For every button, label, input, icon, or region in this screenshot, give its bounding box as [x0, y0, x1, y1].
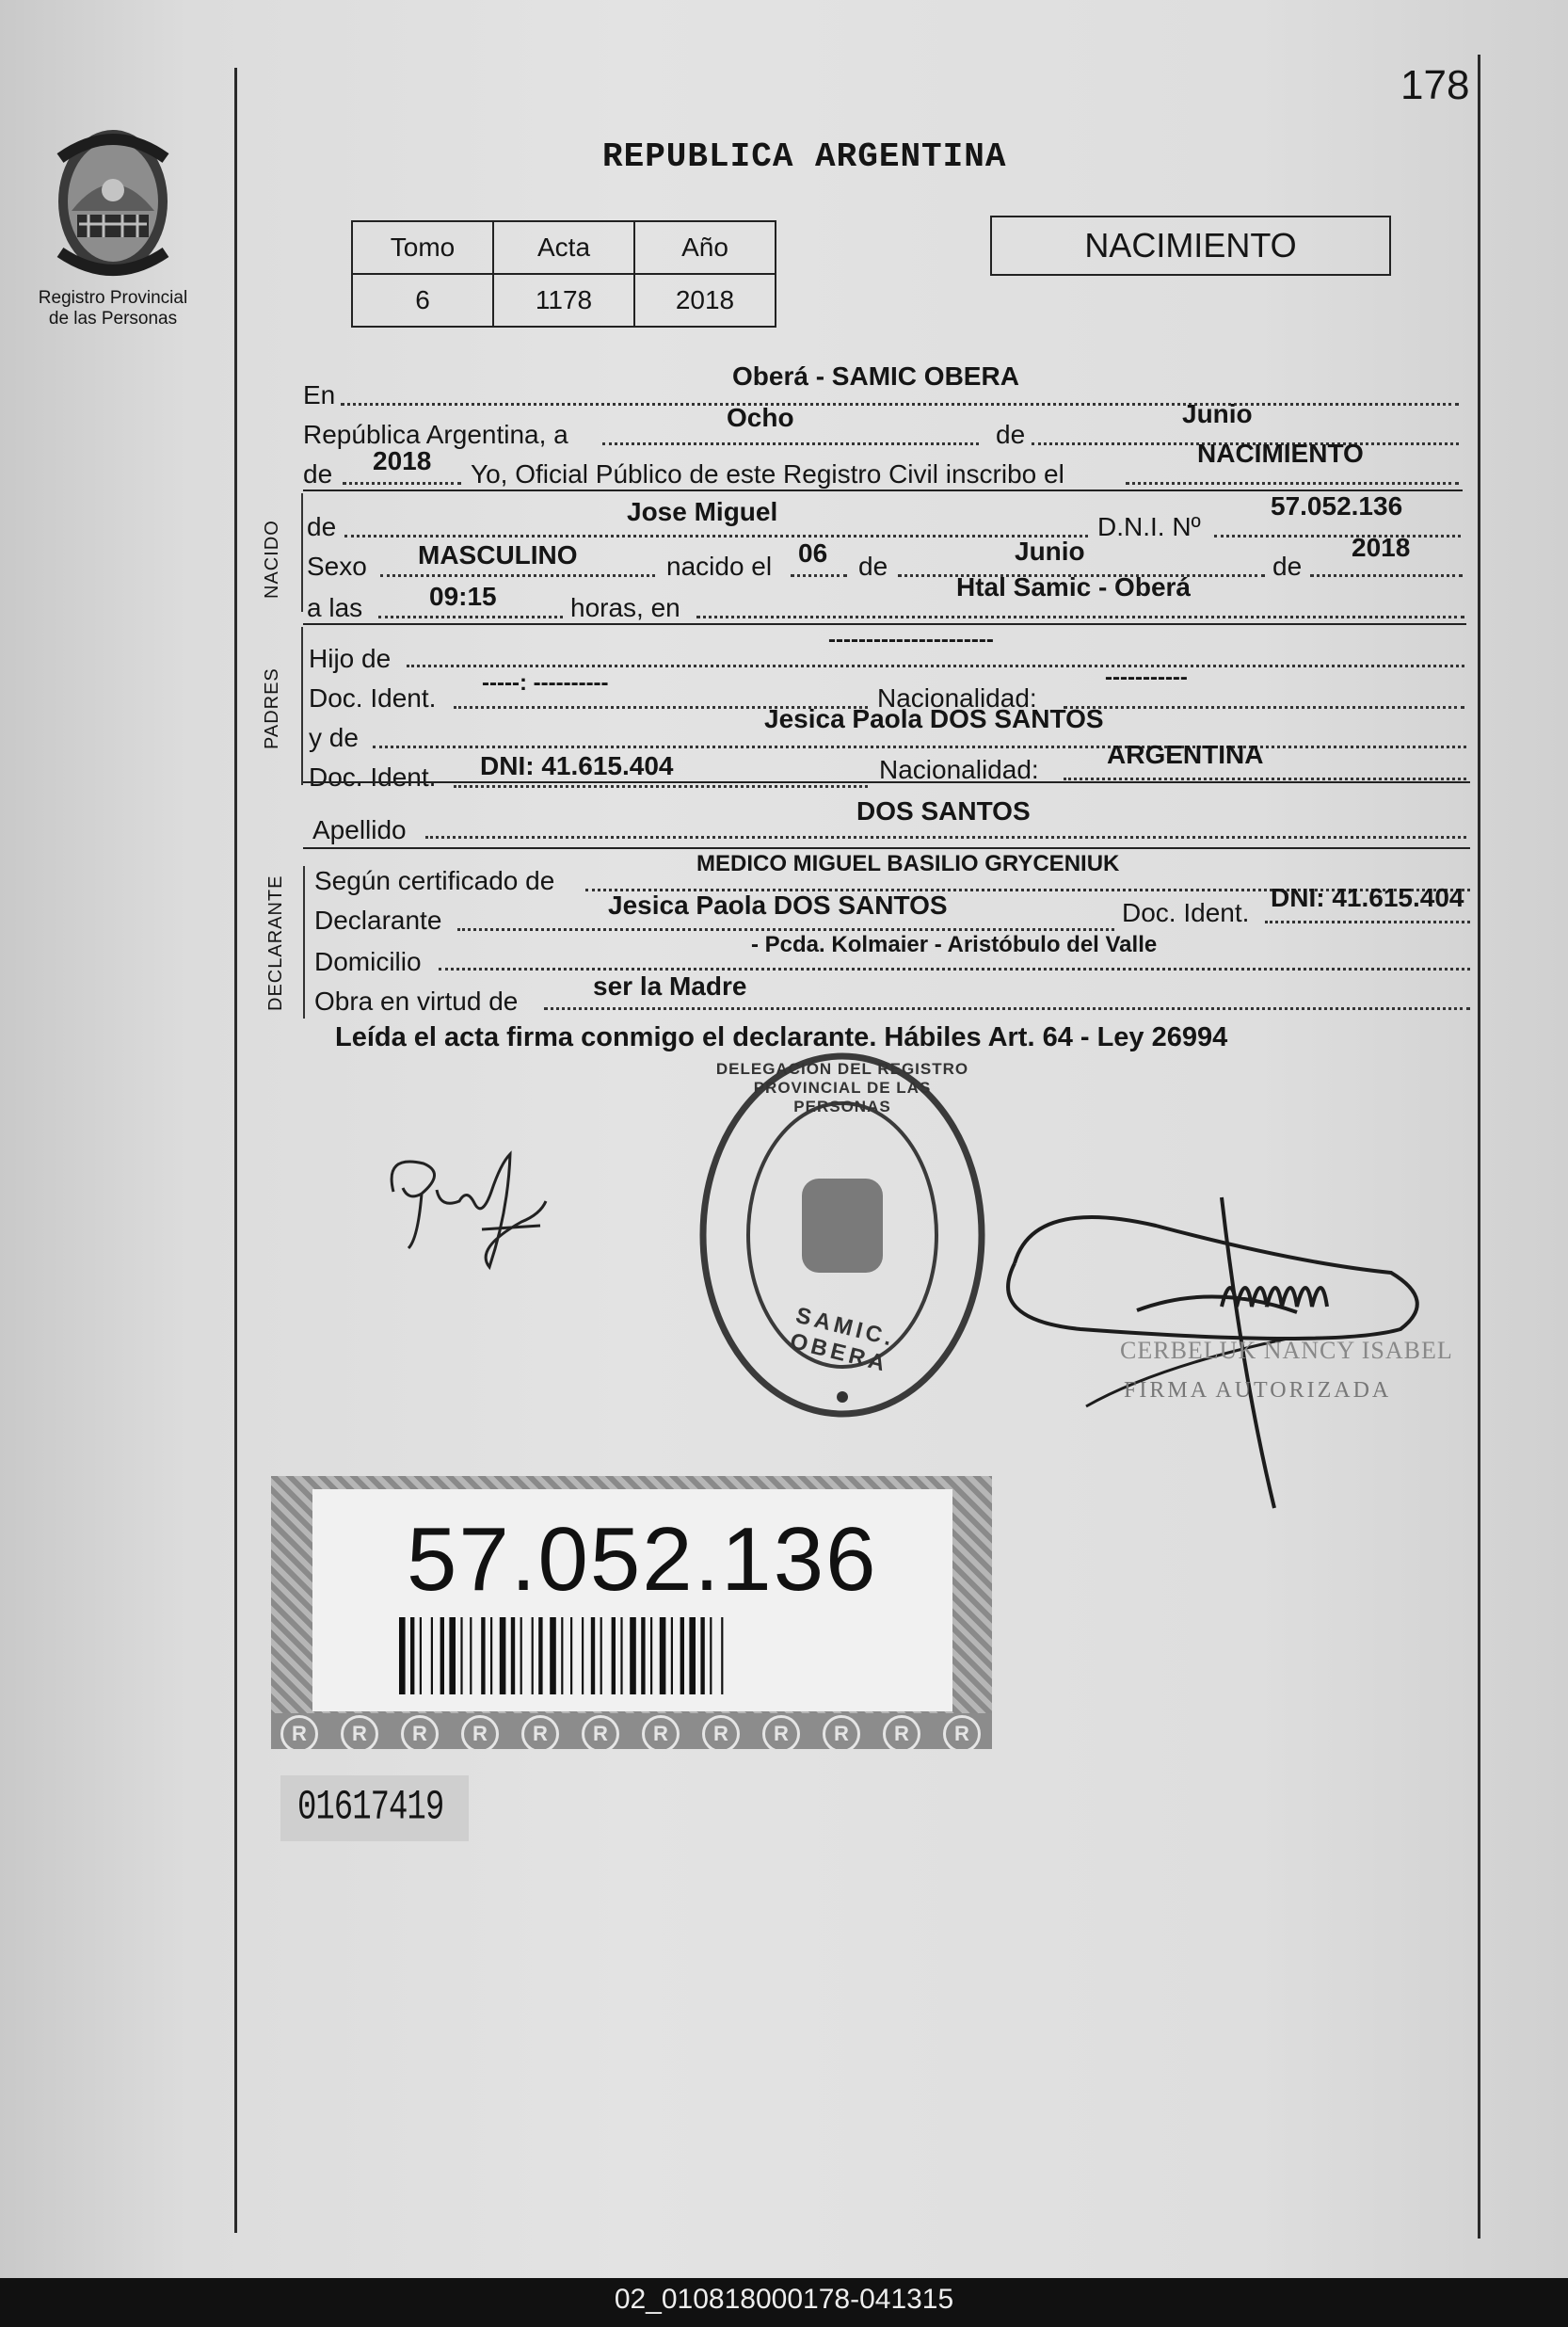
acta-value: 1178 [493, 274, 634, 327]
barcode-bar [410, 1617, 414, 1694]
event-value: NACIMIENTO [1197, 439, 1364, 468]
acta-header: Acta [493, 221, 634, 274]
barcode-bar [600, 1617, 602, 1694]
dotted-line [457, 928, 1114, 931]
dotted-line [380, 574, 655, 577]
anio-value: 2018 [634, 274, 776, 327]
barcode-icon [399, 1617, 794, 1694]
nacionalidad-label-2: Nacionalidad: [879, 755, 1039, 784]
record-table [351, 220, 776, 328]
birth-month-value: Junio [1015, 537, 1085, 566]
ribbon-logo-icon: R [883, 1715, 920, 1749]
dotted-line [1126, 482, 1459, 485]
de-label-4: de [858, 552, 888, 581]
de-label-3: de [307, 512, 337, 541]
de-label: de [996, 420, 1026, 449]
barcode-bar [689, 1617, 696, 1694]
barcode-bar [490, 1617, 492, 1694]
barcode-bar [550, 1617, 556, 1694]
declarant-name-value: Jesica Paola DOS SANTOS [608, 891, 948, 920]
declarant-doc-label: Doc. Ident. [1122, 898, 1250, 927]
barcode-bar [680, 1617, 684, 1694]
dotted-line [425, 836, 1466, 839]
barcode-bar [612, 1617, 616, 1694]
tomo-header: Tomo [352, 221, 493, 274]
domicilio-label: Domicilio [314, 947, 422, 976]
de-label-2: de [303, 459, 333, 489]
dotted-line [343, 482, 461, 485]
tomo-value: 6 [352, 274, 493, 327]
dotted-line [1310, 574, 1463, 577]
dotted-line [378, 616, 563, 618]
hijo-de-label: Hijo de [309, 644, 392, 673]
time-value: 09:15 [429, 582, 497, 611]
dotted-line [602, 442, 979, 445]
section-divider [303, 623, 1466, 625]
dni-value: 57.052.136 [1271, 491, 1403, 521]
day-words-value: Ocho [727, 403, 794, 432]
stamp-center-text: SAMIC. OBERA [787, 1302, 899, 1378]
ribbon-logo-icon: R [642, 1715, 680, 1749]
dotted-line [1214, 535, 1461, 538]
address-value: - Pcda. Kolmaier - Aristóbulo del Valle [751, 932, 1158, 957]
serial-number: 01617419 [297, 1785, 444, 1832]
child-name-value: Jose Miguel [627, 497, 778, 526]
de-label-5: de [1272, 552, 1303, 581]
barcode-bar [650, 1617, 652, 1694]
barcode-bar [641, 1617, 645, 1694]
serial-number-box [280, 1775, 469, 1841]
mother-doc-value: DNI: 41.615.404 [480, 751, 674, 780]
barcode-bar [561, 1617, 563, 1694]
father-doc-value: -----: ---------- [482, 670, 609, 696]
ribbon-logo-icon: R [823, 1715, 860, 1749]
nacionalidad-label: Nacionalidad: [877, 683, 1037, 713]
barcode-bar [582, 1617, 584, 1694]
doc-ident-label-2: Doc. Ident. [309, 762, 437, 792]
signatory-title: FIRMA AUTORIZADA [1124, 1378, 1392, 1403]
sex-value: MASCULINO [418, 540, 578, 570]
footer-filename: 02_010818000178-041315 [614, 2284, 954, 2315]
barcode-bar [532, 1617, 534, 1694]
nacido-el-label: nacido el [666, 552, 773, 581]
page-title: REPUBLICA ARGENTINA [602, 137, 1007, 176]
page-number: 178 [1400, 62, 1470, 108]
barcode-bar [481, 1617, 485, 1694]
right-margin-line [1478, 55, 1480, 2239]
dotted-line [544, 1007, 1470, 1010]
barcode-bar [460, 1617, 462, 1694]
ribbon-logo-icon: R [461, 1715, 499, 1749]
a-las-label: a las [307, 593, 363, 622]
dotted-line [407, 665, 1464, 667]
barcode-bar [399, 1617, 406, 1694]
birth-place-value: Htal Samic - Oberá [956, 572, 1191, 602]
dotted-line [373, 746, 1466, 748]
dotted-line [696, 616, 1464, 618]
barcode-bar [671, 1617, 673, 1694]
barcode-bar [420, 1617, 422, 1694]
section-divider [303, 781, 1470, 783]
anio-header: Año [634, 221, 776, 274]
barcode-bar [700, 1617, 704, 1694]
dotted-line [791, 574, 847, 577]
section-bar [301, 493, 303, 612]
id-number: 57.052.136 [407, 1509, 878, 1610]
barcode-bar [721, 1617, 723, 1694]
sexo-label: Sexo [307, 552, 367, 581]
horas-label: horas, en [570, 593, 680, 622]
barcode-bar [620, 1617, 622, 1694]
declarante-label: Declarante [314, 906, 442, 935]
father-nationality-value: ----------- [1105, 665, 1188, 690]
barcode-bar [660, 1617, 666, 1694]
obra-label: Obra en virtud de [314, 987, 519, 1016]
province-seal-icon [38, 120, 188, 286]
ribbon-logo-icon: R [582, 1715, 619, 1749]
closing-statement: Leída el acta firma conmigo el declarante. Hábiles Art. 64 - Ley 26994 [335, 1022, 1228, 1052]
left-margin-line [234, 68, 237, 2233]
y-de-label: y de [309, 723, 359, 752]
id-sticker-label [312, 1489, 952, 1711]
dotted-line [341, 403, 1459, 406]
birth-day-value: 06 [798, 538, 828, 568]
nacido-side-label: NACIDO [262, 520, 282, 599]
barcode-bar [710, 1617, 712, 1694]
declarante-side-label: DECLARANTE [265, 875, 286, 1011]
barcode-bar [511, 1617, 515, 1694]
official-stamp [696, 1047, 988, 1423]
mother-name-value: Jesica Paola DOS SANTOS [764, 704, 1104, 733]
dni-label: D.N.I. Nº [1097, 512, 1201, 541]
padres-side-label: PADRES [262, 667, 282, 749]
en-label: En [303, 380, 336, 409]
dotted-line [1064, 706, 1464, 709]
ribbon-logo-icon: R [943, 1715, 981, 1749]
barcode-bar [500, 1617, 506, 1694]
birth-year-value: 2018 [1352, 533, 1411, 562]
dotted-line [439, 968, 1470, 971]
dotted-line [1265, 921, 1470, 923]
surname-value: DOS SANTOS [856, 796, 1031, 826]
barcode-bar [630, 1617, 636, 1694]
stamp-ring-text: DELEGACIÓN DEL REGISTRO PROVINCIAL DE LAS PERSONAS [715, 1060, 969, 1115]
barcode-bar [538, 1617, 542, 1694]
inscribo-label: Yo, Oficial Público de este Registro Civil inscribo el [471, 459, 1064, 489]
signatory-name: CERBELUK NANCY ISABEL [1120, 1337, 1453, 1364]
logo-caption-line2: de las Personas [48, 309, 178, 329]
father-name-value: ---------------------- [828, 627, 994, 652]
barcode-bar [570, 1617, 572, 1694]
dotted-line [1064, 778, 1466, 780]
ribbon-logo-icon: R [521, 1715, 559, 1749]
section-bar [303, 866, 305, 1019]
ribbon-logo-icon: R [762, 1715, 800, 1749]
ribbon-logo-icon: R [401, 1715, 439, 1749]
logo-caption-line1: Registro Provincial [38, 288, 188, 308]
barcode-bar [470, 1617, 472, 1694]
year-value: 2018 [373, 446, 432, 475]
section-divider [303, 847, 1470, 849]
mother-nationality-value: ARGENTINA [1107, 740, 1264, 769]
barcode-bar [431, 1617, 433, 1694]
sticker-ribbon [271, 1713, 992, 1749]
id-sticker [271, 1476, 992, 1749]
logo-caption [19, 288, 207, 329]
declarant-doc-value: DNI: 41.615.404 [1271, 883, 1464, 912]
certificate-value: MEDICO MIGUEL BASILIO GRYCENIUK [696, 851, 1120, 876]
signature-left-icon [380, 1135, 559, 1286]
barcode-bar [440, 1617, 444, 1694]
ribbon-logo-icon: R [702, 1715, 740, 1749]
ribbon-logo-icon: R [341, 1715, 378, 1749]
republica-label: República Argentina, a [303, 420, 568, 449]
ribbon-logo-icon: R [280, 1715, 318, 1749]
apellido-label: Apellido [312, 815, 407, 844]
place-value: Oberá - SAMIC OBERA [732, 361, 1019, 391]
month-value: Junio [1182, 399, 1253, 428]
barcode-bar [591, 1617, 595, 1694]
barcode-bar [520, 1617, 522, 1694]
section-bar [301, 627, 303, 785]
dotted-line [344, 535, 1088, 538]
doc-ident-label: Doc. Ident. [309, 683, 437, 713]
dotted-line [454, 785, 868, 788]
record-type-box: NACIMIENTO [990, 216, 1391, 276]
certificado-label: Según certificado de [314, 866, 555, 895]
reason-value: ser la Madre [593, 971, 747, 1001]
barcode-bar [449, 1617, 456, 1694]
